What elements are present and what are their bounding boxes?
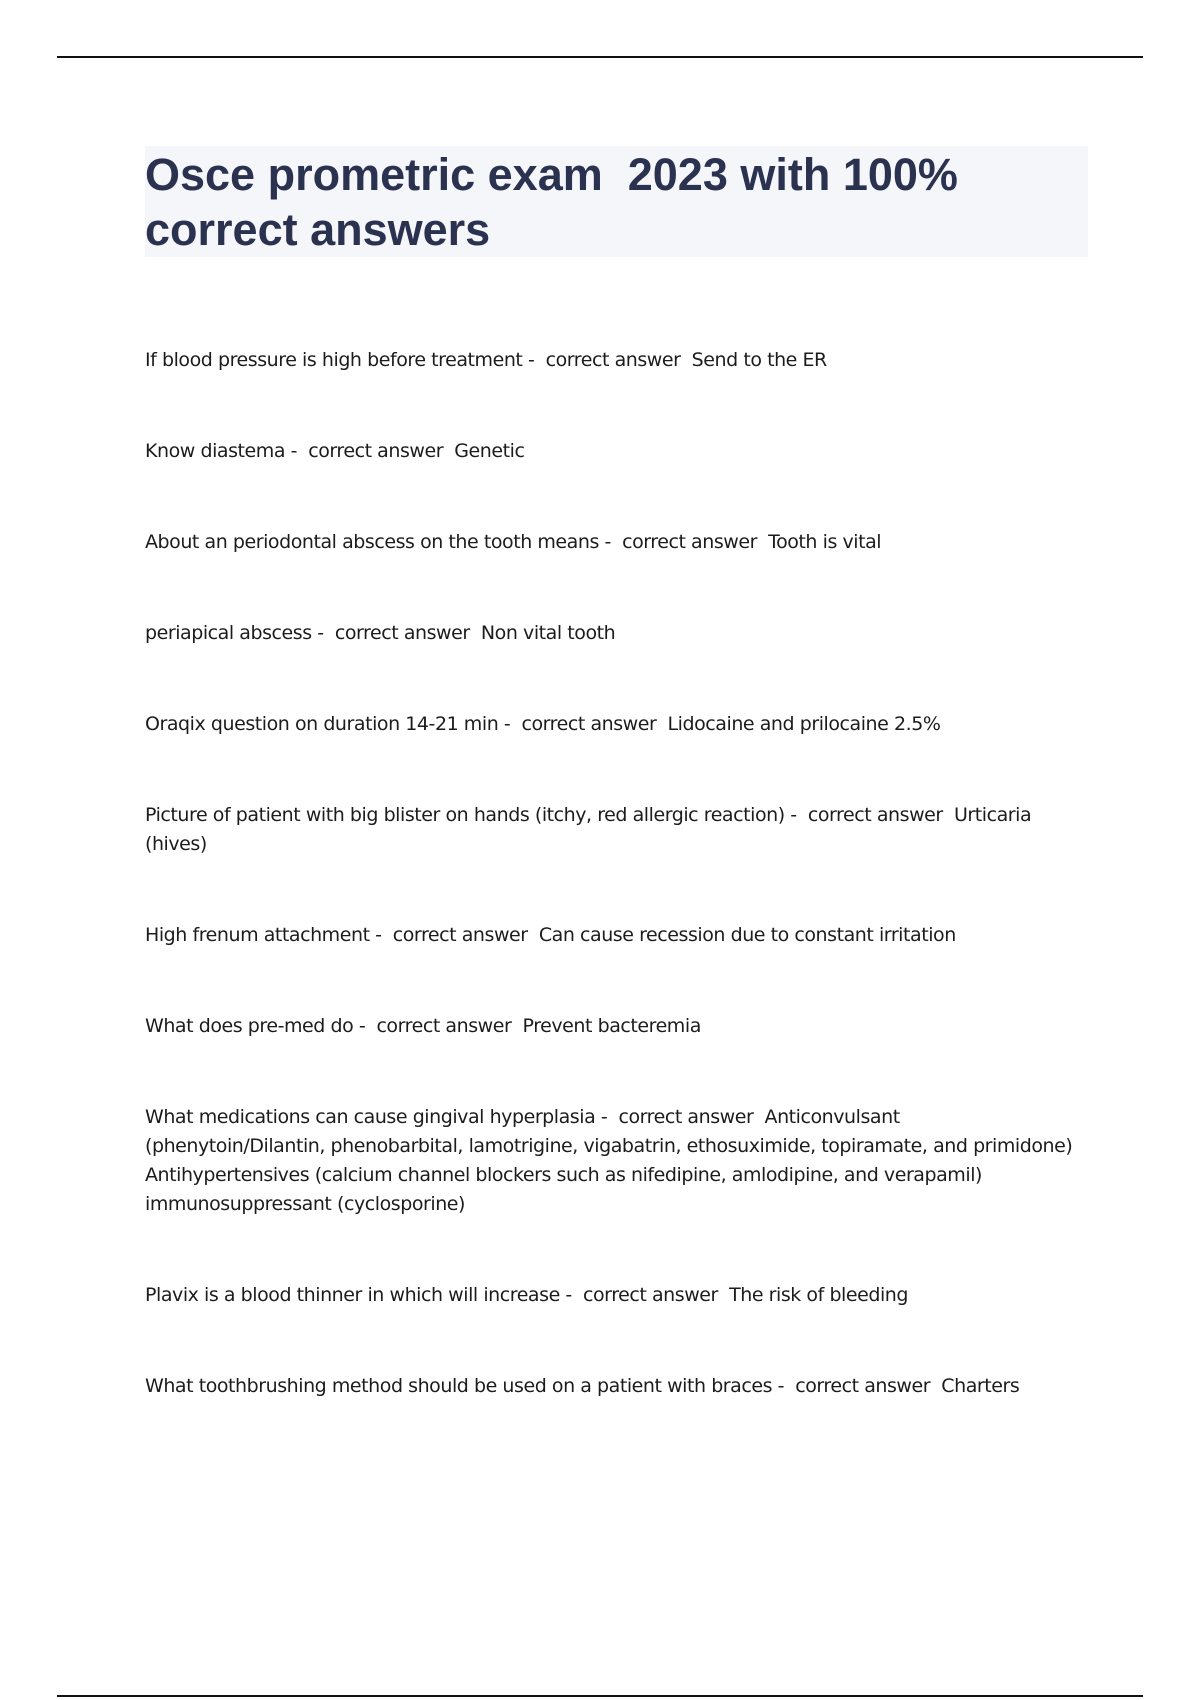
- correct-answer-label: - correct answer: [772, 1375, 942, 1397]
- qa-item: [145, 619, 1085, 648]
- title-banner: [145, 146, 1088, 257]
- top-divider: [57, 56, 1143, 58]
- correct-answer-label: - correct answer: [595, 1106, 765, 1128]
- question-text: Oraqix question on duration 14-21 min: [145, 713, 499, 735]
- answer-text: Urticaria (hives): [145, 804, 1037, 855]
- qa-item: [145, 1103, 1085, 1219]
- question-text: About an periodontal abscess on the tooth means: [145, 531, 599, 553]
- qa-item: [145, 528, 1085, 557]
- document-title: Osce prometric exam 2023 with 100% correct answers: [145, 149, 971, 255]
- qa-item: [145, 346, 1085, 375]
- qa-item: [145, 801, 1085, 859]
- question-text: What does pre-med do: [145, 1015, 354, 1037]
- bottom-divider: [57, 1695, 1143, 1697]
- correct-answer-label: - correct answer: [369, 924, 539, 946]
- correct-answer-label: - correct answer: [285, 440, 455, 462]
- answer-text: Charters: [941, 1375, 1020, 1397]
- answer-text: The risk of bleeding: [729, 1284, 909, 1306]
- correct-answer-label: - correct answer: [598, 531, 769, 553]
- question-text: Picture of patient with big blister on hands (itchy, red allergic reaction): [145, 804, 785, 826]
- correct-answer-label: - correct answer: [353, 1015, 523, 1037]
- correct-answer-label: - correct answer: [311, 622, 481, 644]
- question-text: Know diastema: [145, 440, 286, 462]
- answer-text: Non vital tooth: [480, 622, 616, 644]
- question-text: What medications can cause gingival hyperplasia: [145, 1106, 596, 1128]
- qa-item: [145, 1281, 1085, 1310]
- question-text: If blood pressure is high before treatment: [145, 349, 523, 371]
- correct-answer-label: - correct answer: [559, 1284, 730, 1306]
- correct-answer-label: - correct answer: [522, 349, 692, 371]
- question-text: High frenum attachment: [145, 924, 370, 946]
- qa-item: [145, 921, 1085, 950]
- question-text: Plavix is a blood thinner in which will increase: [145, 1284, 560, 1306]
- answer-text: Send to the ER: [691, 349, 827, 371]
- question-text: What toothbrushing method should be used on a patient with braces: [145, 1375, 773, 1397]
- qa-item: [145, 710, 1085, 739]
- qa-list: [145, 346, 1085, 1463]
- answer-text: Lidocaine and prilocaine 2.5%: [667, 713, 941, 735]
- correct-answer-label: - correct answer: [784, 804, 954, 826]
- answer-text: Tooth is vital: [768, 531, 882, 553]
- question-text: periapical abscess: [145, 622, 312, 644]
- correct-answer-label: - correct answer: [498, 713, 668, 735]
- qa-item: [145, 437, 1085, 466]
- answer-text: Prevent bacteremia: [522, 1015, 701, 1037]
- answer-text: Can cause recession due to constant irritation: [538, 924, 956, 946]
- qa-item: [145, 1012, 1085, 1041]
- qa-item: [145, 1372, 1085, 1401]
- answer-text: Genetic: [454, 440, 525, 462]
- answer-text: Anticonvulsant (phenytoin/Dilantin, phenobarbital, lamotrigine, vigabatrin, ethosuximide, topiramate, and primidone) Antihypertensives (calcium channel blockers such as nifedipine, amlodipine, and verapamil) immunosuppressant (cyclosporine): [145, 1106, 1078, 1215]
